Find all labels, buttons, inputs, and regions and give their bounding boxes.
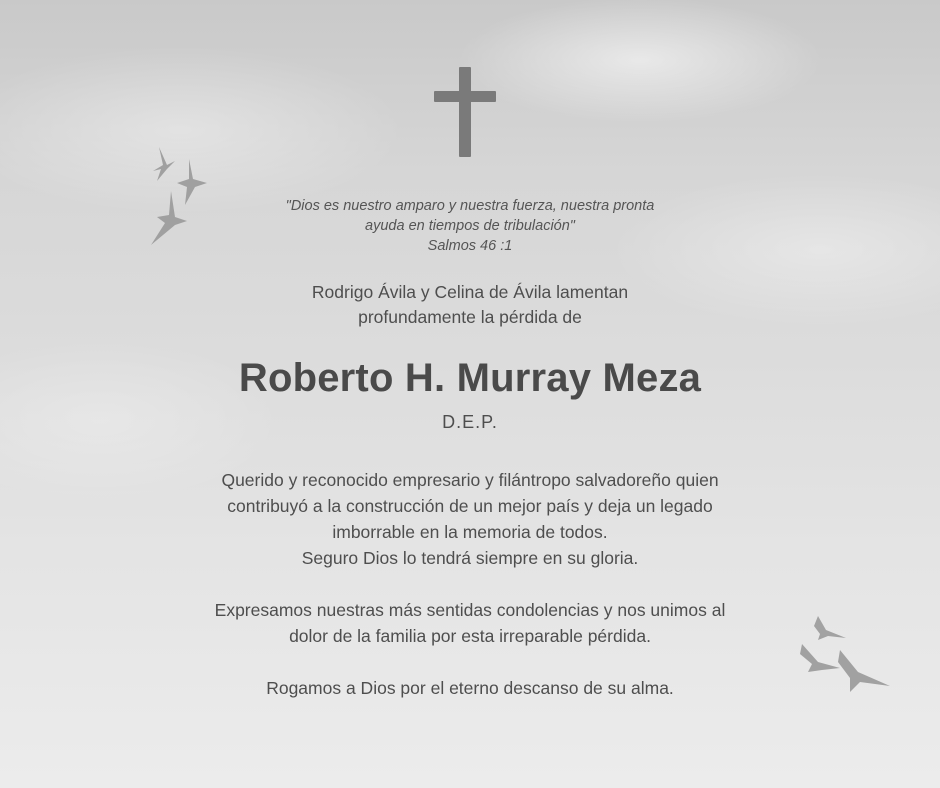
- message-line: Seguro Dios lo tendrá siempre en su gloria.: [301, 548, 639, 568]
- quote-line: "Dios es nuestro amparo y nuestra fuerza, nuestra pronta: [285, 198, 655, 214]
- condolence-message: [0, 467, 940, 701]
- bible-quote: [0, 196, 940, 256]
- intro-line: Rodrigo Ávila y Celina de Ávila lamentan: [311, 282, 629, 302]
- message-line: imborrable en la memoria de todos.: [332, 522, 608, 542]
- quote-line: ayuda en tiempos de tribulación": [365, 218, 575, 234]
- intro-line: profundamente la pérdida de: [358, 307, 582, 327]
- rest-in-peace-suffix: D.E.P.: [442, 412, 498, 432]
- deceased-name: Roberto H. Murray Meza: [238, 356, 702, 400]
- message-line: Rogamos a Dios por el eterno descanso de su alma.: [266, 678, 674, 698]
- message-line: Querido y reconocido empresario y filántropo salvadoreño quien: [221, 470, 719, 490]
- message-line: Expresamos nuestras más sentidas condolencias y nos unimos al: [214, 600, 726, 620]
- cross-icon: [434, 67, 496, 157]
- intro-text: [0, 280, 940, 330]
- quote-reference: Salmos 46 :1: [427, 238, 513, 254]
- message-line: dolor de la familia por esta irreparable pérdida.: [289, 626, 651, 646]
- message-line: contribuyó a la construcción de un mejor país y deja un legado: [227, 496, 713, 516]
